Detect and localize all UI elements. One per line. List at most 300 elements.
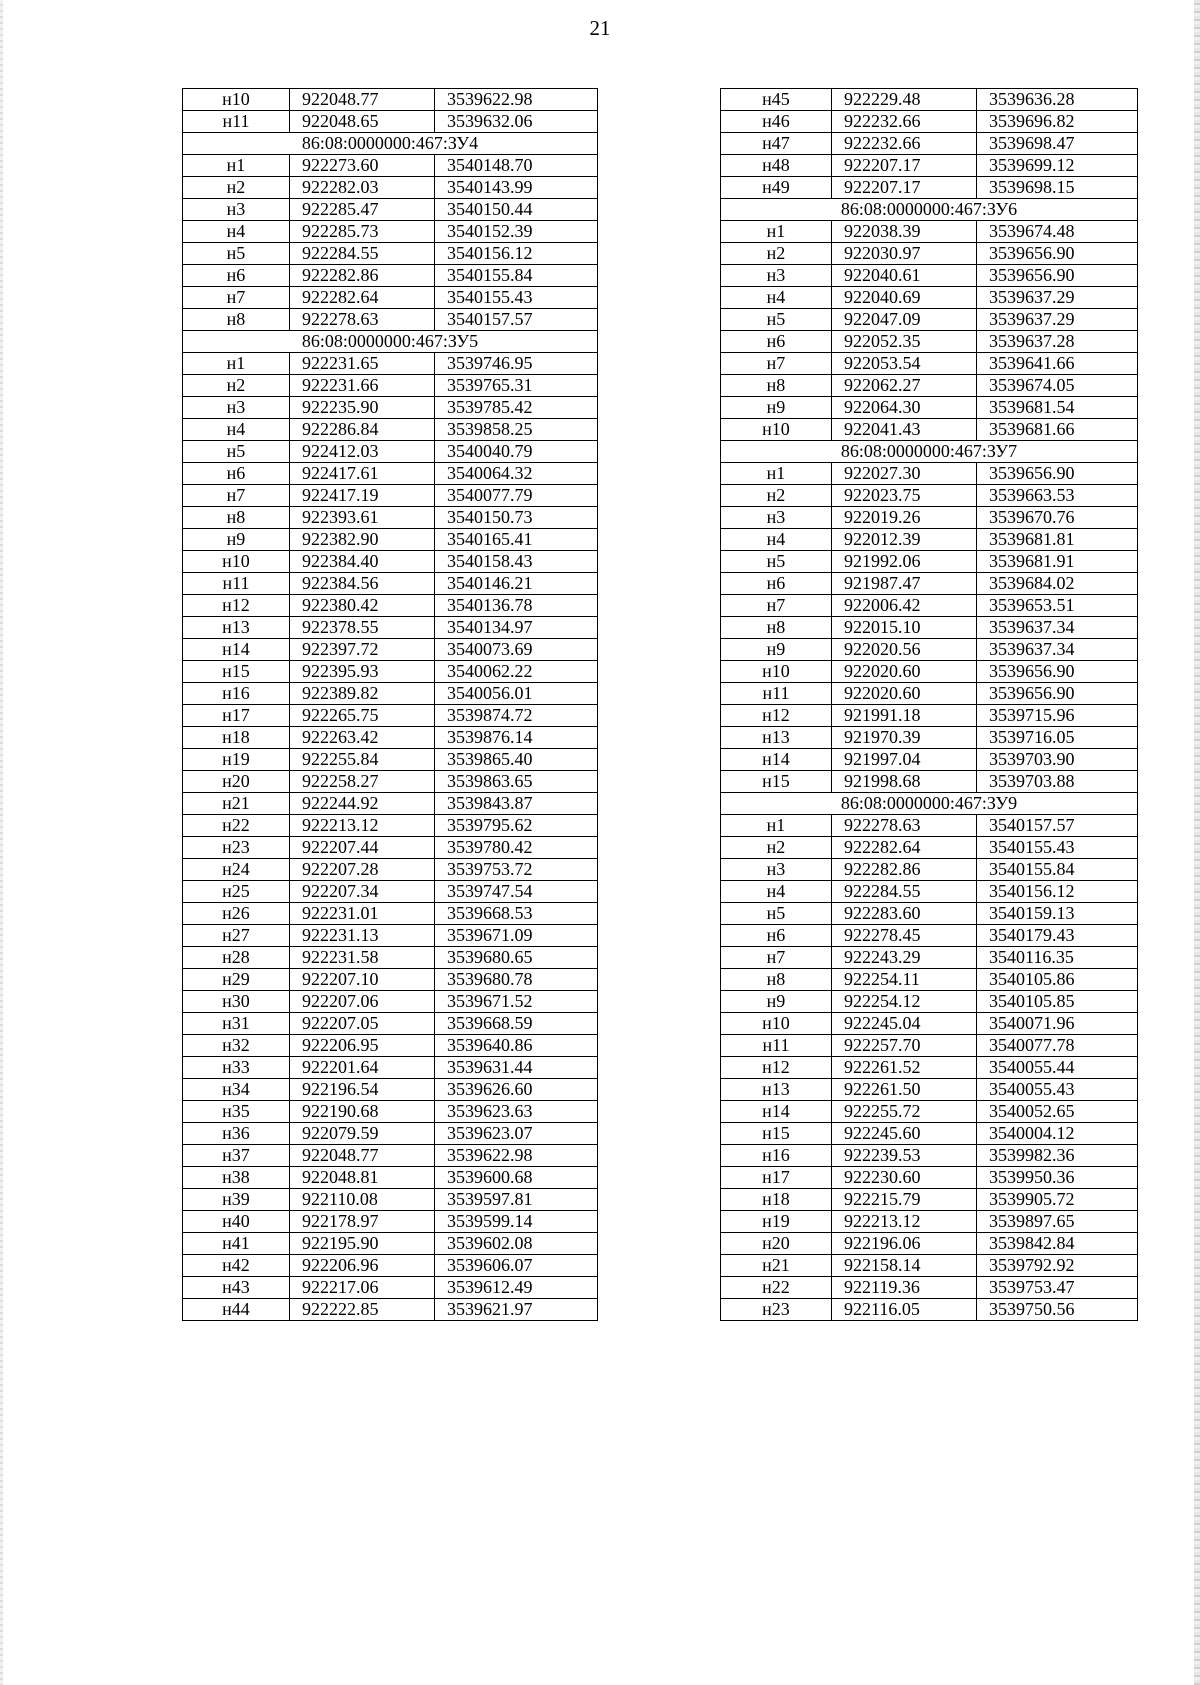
table-row [183,1079,598,1101]
x-coordinate-cell: 922020.60 [832,683,977,705]
y-coordinate-cell: 3540071.96 [977,1013,1138,1035]
point-id-cell: н46 [721,111,832,133]
x-coordinate-cell: 922244.92 [290,793,435,815]
point-id-cell: н2 [721,485,832,507]
x-coordinate-cell: 921970.39 [832,727,977,749]
point-id-cell: н17 [183,705,290,727]
table-row [183,727,598,749]
table-row [721,991,1138,1013]
x-coordinate-cell: 922232.66 [832,133,977,155]
point-id-cell: н11 [721,683,832,705]
point-id-cell: н15 [183,661,290,683]
x-coordinate-cell: 922213.12 [290,815,435,837]
x-coordinate-cell: 921991.18 [832,705,977,727]
point-id-cell: н2 [721,243,832,265]
y-coordinate-cell: 3539671.09 [435,925,598,947]
point-id-cell: н7 [183,287,290,309]
x-coordinate-cell: 922263.42 [290,727,435,749]
y-coordinate-cell: 3540158.43 [435,551,598,573]
table-row [721,837,1138,859]
y-coordinate-cell: 3540155.84 [435,265,598,287]
point-id-cell: н4 [721,881,832,903]
x-coordinate-cell: 922231.65 [290,353,435,375]
table-row [183,1167,598,1189]
point-id-cell: н3 [721,265,832,287]
x-coordinate-cell: 922062.27 [832,375,977,397]
point-id-cell: н13 [183,617,290,639]
point-id-cell: н45 [721,89,832,111]
y-coordinate-cell: 3539698.47 [977,133,1138,155]
table-row [183,221,598,243]
y-coordinate-cell: 3539674.48 [977,221,1138,243]
y-coordinate-cell: 3540064.32 [435,463,598,485]
x-coordinate-cell: 922048.65 [290,111,435,133]
table-row [721,661,1138,683]
x-coordinate-cell: 922158.14 [832,1255,977,1277]
x-coordinate-cell: 922012.39 [832,529,977,551]
x-coordinate-cell: 922397.72 [290,639,435,661]
y-coordinate-cell: 3539681.81 [977,529,1138,551]
point-id-cell: н2 [183,177,290,199]
table-row [721,287,1138,309]
table-row [183,551,598,573]
table-row [721,1013,1138,1035]
point-id-cell: н8 [183,309,290,331]
point-id-cell: н47 [721,133,832,155]
x-coordinate-cell: 921987.47 [832,573,977,595]
y-coordinate-cell: 3539897.65 [977,1211,1138,1233]
y-coordinate-cell: 3539681.91 [977,551,1138,573]
point-id-cell: н1 [721,815,832,837]
point-id-cell: н14 [721,1101,832,1123]
y-coordinate-cell: 3539670.76 [977,507,1138,529]
x-coordinate-cell: 922196.06 [832,1233,977,1255]
y-coordinate-cell: 3539626.60 [435,1079,598,1101]
x-coordinate-cell: 922030.97 [832,243,977,265]
y-coordinate-cell: 3540105.85 [977,991,1138,1013]
y-coordinate-cell: 3539696.82 [977,111,1138,133]
x-coordinate-cell: 922378.55 [290,617,435,639]
table-row [183,1013,598,1035]
x-coordinate-cell: 922382.90 [290,529,435,551]
y-coordinate-cell: 3539765.31 [435,375,598,397]
cadastral-number: 86:08:0000000:467:ЗУ6 [721,199,1138,221]
y-coordinate-cell: 3539681.66 [977,419,1138,441]
table-row [721,683,1138,705]
y-coordinate-cell: 3539656.90 [977,661,1138,683]
x-coordinate-cell: 922231.01 [290,903,435,925]
table-row [183,441,598,463]
x-coordinate-cell: 922393.61 [290,507,435,529]
point-id-cell: н1 [721,221,832,243]
y-coordinate-cell: 3539795.62 [435,815,598,837]
point-id-cell: н2 [721,837,832,859]
x-coordinate-cell: 922023.75 [832,485,977,507]
table-row [183,573,598,595]
y-coordinate-cell: 3540155.43 [977,837,1138,859]
table-row [721,507,1138,529]
x-coordinate-cell: 922190.68 [290,1101,435,1123]
table-row [721,771,1138,793]
y-coordinate-cell: 3539785.42 [435,397,598,419]
y-coordinate-cell: 3539653.51 [977,595,1138,617]
table-row [183,309,598,331]
point-id-cell: н12 [721,1057,832,1079]
point-id-cell: н6 [721,573,832,595]
table-row [183,815,598,837]
x-coordinate-cell: 922207.05 [290,1013,435,1035]
x-coordinate-cell: 922040.69 [832,287,977,309]
x-coordinate-cell: 921997.04 [832,749,977,771]
point-id-cell: н36 [183,1123,290,1145]
point-id-cell: н2 [183,375,290,397]
table-row [183,705,598,727]
x-coordinate-cell: 922015.10 [832,617,977,639]
x-coordinate-cell: 922207.34 [290,881,435,903]
table-row [721,573,1138,595]
y-coordinate-cell: 3539681.54 [977,397,1138,419]
table-row [183,155,598,177]
y-coordinate-cell: 3540055.44 [977,1057,1138,1079]
table-row [721,1255,1138,1277]
x-coordinate-cell: 922245.04 [832,1013,977,1035]
x-coordinate-cell: 922231.13 [290,925,435,947]
point-id-cell: н3 [721,859,832,881]
point-id-cell: н9 [183,529,290,551]
x-coordinate-cell: 922052.35 [832,331,977,353]
x-coordinate-cell: 922048.81 [290,1167,435,1189]
y-coordinate-cell: 3539623.63 [435,1101,598,1123]
y-coordinate-cell: 3539703.88 [977,771,1138,793]
table-row [721,815,1138,837]
point-id-cell: н5 [721,309,832,331]
point-id-cell: н39 [183,1189,290,1211]
point-id-cell: н16 [183,683,290,705]
y-coordinate-cell: 3539684.02 [977,573,1138,595]
y-coordinate-cell: 3539905.72 [977,1189,1138,1211]
point-id-cell: н22 [183,815,290,837]
table-row [721,353,1138,375]
table-row [183,397,598,419]
x-coordinate-cell: 922231.66 [290,375,435,397]
table-row [183,419,598,441]
x-coordinate-cell: 922040.61 [832,265,977,287]
x-coordinate-cell: 922284.55 [832,881,977,903]
point-id-cell: н21 [721,1255,832,1277]
point-id-cell: н35 [183,1101,290,1123]
y-coordinate-cell: 3539753.72 [435,859,598,881]
point-id-cell: н38 [183,1167,290,1189]
table-row [183,1123,598,1145]
y-coordinate-cell: 3539753.47 [977,1277,1138,1299]
x-coordinate-cell: 922006.42 [832,595,977,617]
table-row [183,287,598,309]
table-row [721,1079,1138,1101]
y-coordinate-cell: 3540055.43 [977,1079,1138,1101]
y-coordinate-cell: 3539874.72 [435,705,598,727]
table-row [721,375,1138,397]
point-id-cell: н6 [183,463,290,485]
y-coordinate-cell: 3540056.01 [435,683,598,705]
table-row [721,1123,1138,1145]
point-id-cell: н9 [721,639,832,661]
y-coordinate-cell: 3539982.36 [977,1145,1138,1167]
table-row [183,265,598,287]
table-row [183,1145,598,1167]
table-row [721,397,1138,419]
x-coordinate-cell: 922217.06 [290,1277,435,1299]
x-coordinate-cell: 922178.97 [290,1211,435,1233]
y-coordinate-cell: 3540136.78 [435,595,598,617]
x-coordinate-cell: 922048.77 [290,1145,435,1167]
cadastral-number: 86:08:0000000:467:ЗУ9 [721,793,1138,815]
x-coordinate-cell: 922047.09 [832,309,977,331]
point-id-cell: н6 [721,331,832,353]
table-row [721,925,1138,947]
point-id-cell: н8 [721,969,832,991]
point-id-cell: н20 [183,771,290,793]
x-coordinate-cell: 922384.56 [290,573,435,595]
table-row [721,89,1138,111]
table-row [721,1035,1138,1057]
table-row [721,463,1138,485]
y-coordinate-cell: 3539746.95 [435,353,598,375]
point-id-cell: н34 [183,1079,290,1101]
point-id-cell: н10 [721,1013,832,1035]
y-coordinate-cell: 3540134.97 [435,617,598,639]
y-coordinate-cell: 3540143.99 [435,177,598,199]
x-coordinate-cell: 922254.12 [832,991,977,1013]
point-id-cell: н10 [183,89,290,111]
y-coordinate-cell: 3539656.90 [977,243,1138,265]
cadastral-number: 86:08:0000000:467:ЗУ5 [183,331,598,353]
table-row [721,903,1138,925]
y-coordinate-cell: 3540165.41 [435,529,598,551]
x-coordinate-cell: 922207.10 [290,969,435,991]
table-row [183,683,598,705]
y-coordinate-cell: 3540073.69 [435,639,598,661]
point-id-cell: н7 [721,595,832,617]
y-coordinate-cell: 3539876.14 [435,727,598,749]
x-coordinate-cell: 922283.60 [832,903,977,925]
x-coordinate-cell: 922235.90 [290,397,435,419]
y-coordinate-cell: 3539622.98 [435,1145,598,1167]
table-row [721,881,1138,903]
table-row [721,1299,1138,1321]
point-id-cell: н13 [721,727,832,749]
y-coordinate-cell: 3539641.66 [977,353,1138,375]
y-coordinate-cell: 3539699.12 [977,155,1138,177]
table-row [183,639,598,661]
point-id-cell: н12 [721,705,832,727]
point-id-cell: н27 [183,925,290,947]
x-coordinate-cell: 922222.85 [290,1299,435,1321]
table-row [721,309,1138,331]
point-id-cell: н18 [183,727,290,749]
cadastral-number: 86:08:0000000:467:ЗУ7 [721,441,1138,463]
point-id-cell: н11 [183,573,290,595]
x-coordinate-cell: 922243.29 [832,947,977,969]
point-id-cell: н3 [183,397,290,419]
y-coordinate-cell: 3539716.05 [977,727,1138,749]
point-id-cell: н12 [183,595,290,617]
y-coordinate-cell: 3539602.08 [435,1233,598,1255]
x-coordinate-cell: 922116.05 [832,1299,977,1321]
point-id-cell: н1 [183,353,290,375]
x-coordinate-cell: 922206.95 [290,1035,435,1057]
table-row [721,1211,1138,1233]
y-coordinate-cell: 3539612.49 [435,1277,598,1299]
x-coordinate-cell: 922286.84 [290,419,435,441]
table-row [183,507,598,529]
y-coordinate-cell: 3539747.54 [435,881,598,903]
point-id-cell: н1 [721,463,832,485]
section-header-row [721,793,1138,815]
x-coordinate-cell: 922196.54 [290,1079,435,1101]
x-coordinate-cell: 922417.61 [290,463,435,485]
table-row [721,749,1138,771]
x-coordinate-cell: 922417.19 [290,485,435,507]
x-coordinate-cell: 922207.44 [290,837,435,859]
x-coordinate-cell: 922201.64 [290,1057,435,1079]
table-row [183,529,598,551]
point-id-cell: н42 [183,1255,290,1277]
point-id-cell: н6 [183,265,290,287]
x-coordinate-cell: 922284.55 [290,243,435,265]
point-id-cell: н16 [721,1145,832,1167]
table-row [721,1189,1138,1211]
coordinates-table-left [182,88,598,1321]
table-row [721,969,1138,991]
x-coordinate-cell: 922020.56 [832,639,977,661]
point-id-cell: н19 [721,1211,832,1233]
x-coordinate-cell: 922229.48 [832,89,977,111]
y-coordinate-cell: 3540077.78 [977,1035,1138,1057]
table-row [183,111,598,133]
x-coordinate-cell: 922195.90 [290,1233,435,1255]
point-id-cell: н7 [183,485,290,507]
table-row [721,243,1138,265]
table-row [721,1277,1138,1299]
y-coordinate-cell: 3540004.12 [977,1123,1138,1145]
table-row [721,155,1138,177]
point-id-cell: н23 [183,837,290,859]
table-row [721,265,1138,287]
table-row [721,1101,1138,1123]
x-coordinate-cell: 922380.42 [290,595,435,617]
point-id-cell: н9 [721,397,832,419]
y-coordinate-cell: 3539858.25 [435,419,598,441]
point-id-cell: н13 [721,1079,832,1101]
point-id-cell: н48 [721,155,832,177]
point-id-cell: н17 [721,1167,832,1189]
point-id-cell: н5 [721,551,832,573]
x-coordinate-cell: 922278.63 [290,309,435,331]
table-row [721,617,1138,639]
x-coordinate-cell: 922207.17 [832,155,977,177]
point-id-cell: н15 [721,771,832,793]
y-coordinate-cell: 3539656.90 [977,683,1138,705]
table-row [183,1189,598,1211]
x-coordinate-cell: 922019.26 [832,507,977,529]
section-header-row [721,199,1138,221]
point-id-cell: н7 [721,353,832,375]
table-row [183,177,598,199]
coordinates-table-right [720,88,1138,1321]
x-coordinate-cell: 922232.66 [832,111,977,133]
y-coordinate-cell: 3540150.44 [435,199,598,221]
x-coordinate-cell: 922282.86 [832,859,977,881]
point-id-cell: н33 [183,1057,290,1079]
point-id-cell: н21 [183,793,290,815]
cadastral-number: 86:08:0000000:467:ЗУ4 [183,133,598,155]
x-coordinate-cell: 922053.54 [832,353,977,375]
y-coordinate-cell: 3539656.90 [977,463,1138,485]
x-coordinate-cell: 922395.93 [290,661,435,683]
point-id-cell: н14 [721,749,832,771]
y-coordinate-cell: 3539599.14 [435,1211,598,1233]
y-coordinate-cell: 3539631.44 [435,1057,598,1079]
point-id-cell: н11 [183,111,290,133]
x-coordinate-cell: 922038.39 [832,221,977,243]
y-coordinate-cell: 3540152.39 [435,221,598,243]
x-coordinate-cell: 922119.36 [832,1277,977,1299]
x-coordinate-cell: 921992.06 [832,551,977,573]
y-coordinate-cell: 3540156.12 [435,243,598,265]
x-coordinate-cell: 922064.30 [832,397,977,419]
point-id-cell: н26 [183,903,290,925]
x-coordinate-cell: 922285.47 [290,199,435,221]
table-row [183,1299,598,1321]
point-id-cell: н40 [183,1211,290,1233]
y-coordinate-cell: 3539668.53 [435,903,598,925]
point-id-cell: н29 [183,969,290,991]
point-id-cell: н30 [183,991,290,1013]
point-id-cell: н15 [721,1123,832,1145]
x-coordinate-cell: 922261.52 [832,1057,977,1079]
x-coordinate-cell: 922412.03 [290,441,435,463]
table-row [183,859,598,881]
y-coordinate-cell: 3540155.84 [977,859,1138,881]
point-id-cell: н6 [721,925,832,947]
y-coordinate-cell: 3540148.70 [435,155,598,177]
y-coordinate-cell: 3540105.86 [977,969,1138,991]
table-row [183,1255,598,1277]
table-row [721,221,1138,243]
table-row [183,89,598,111]
point-id-cell: н37 [183,1145,290,1167]
x-coordinate-cell: 922384.40 [290,551,435,573]
y-coordinate-cell: 3539792.92 [977,1255,1138,1277]
point-id-cell: н23 [721,1299,832,1321]
table-row [721,485,1138,507]
point-id-cell: н49 [721,177,832,199]
table-row [721,595,1138,617]
y-coordinate-cell: 3540179.43 [977,925,1138,947]
point-id-cell: н4 [183,419,290,441]
y-coordinate-cell: 3539863.65 [435,771,598,793]
point-id-cell: н10 [721,419,832,441]
y-coordinate-cell: 3540150.73 [435,507,598,529]
table-row [183,1057,598,1079]
y-coordinate-cell: 3539637.29 [977,287,1138,309]
y-coordinate-cell: 3539623.07 [435,1123,598,1145]
table-row [183,353,598,375]
table-row [183,199,598,221]
table-row [721,705,1138,727]
table-row [721,859,1138,881]
table-row [183,595,598,617]
